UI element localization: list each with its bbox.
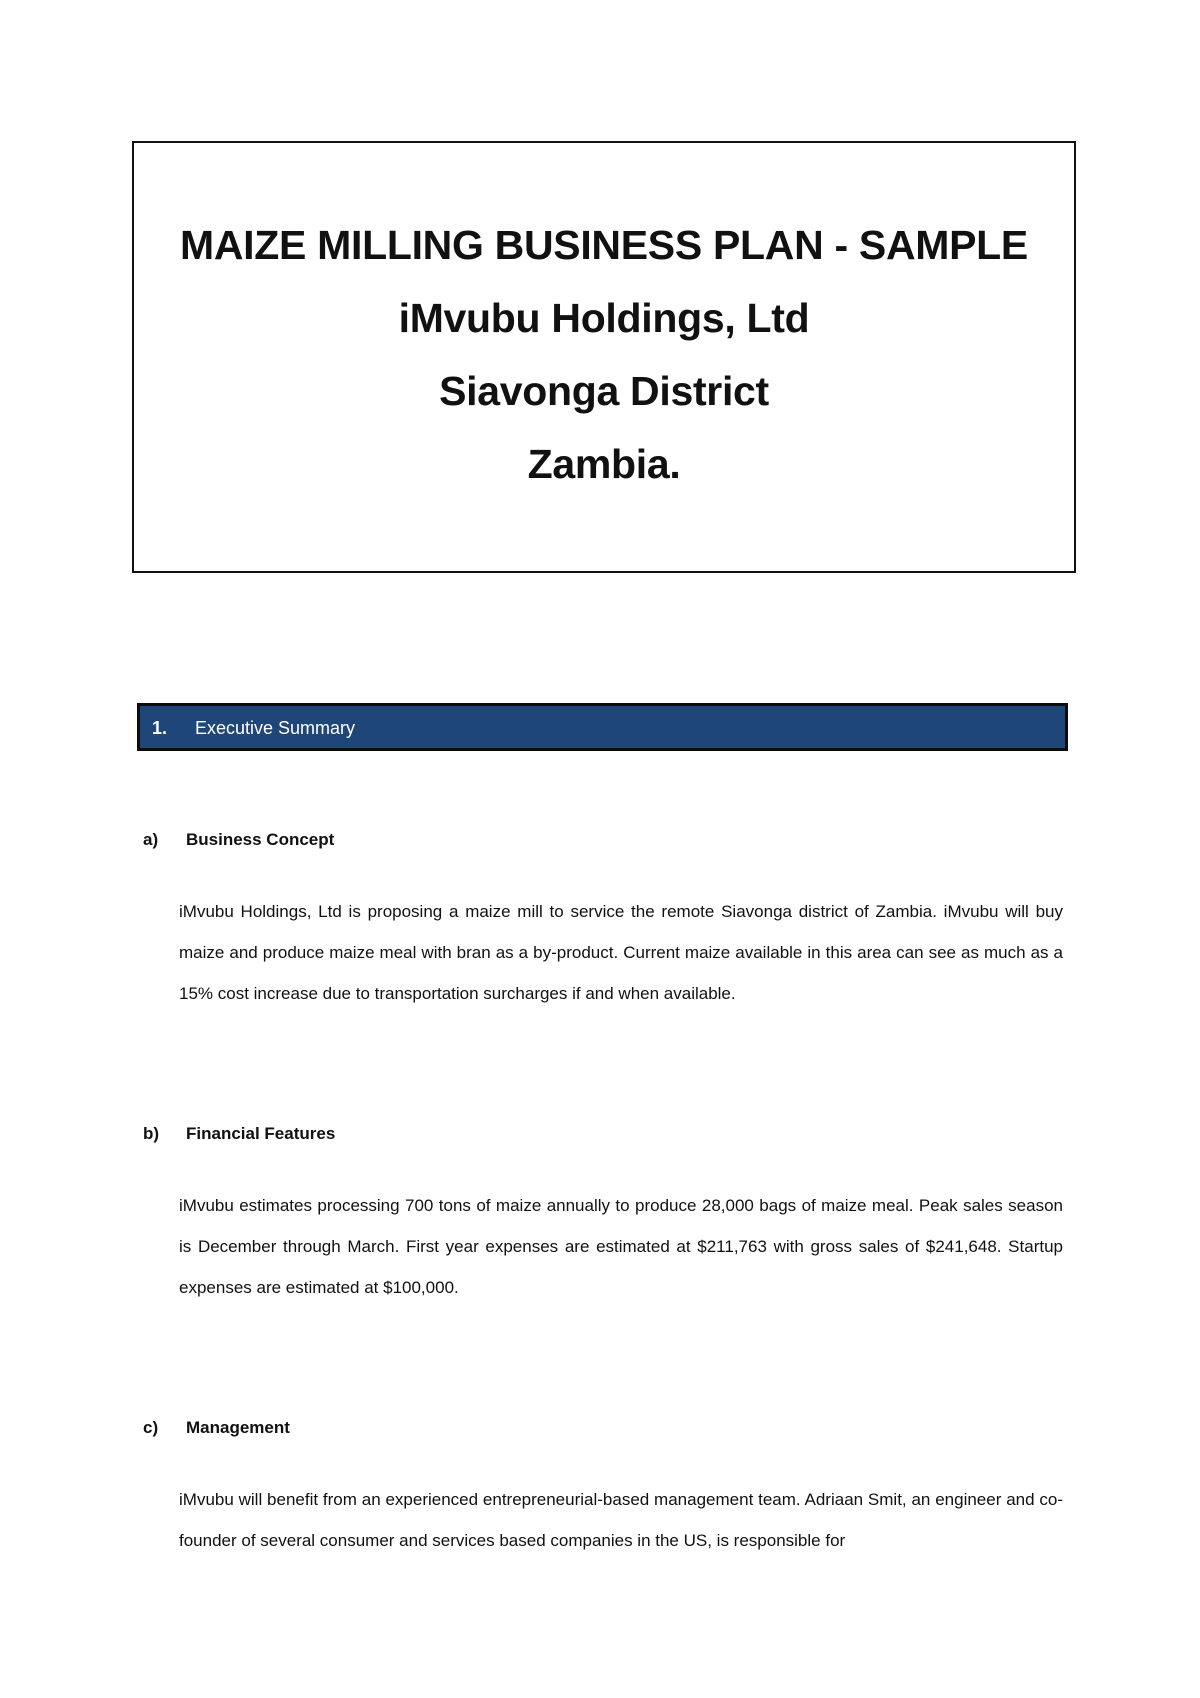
business-concept-paragraph: iMvubu Holdings, Ltd is proposing a maize mill to service the remote Siavonga district of Zambia. iMvubu will buy maize and produce maize meal with bran as a by-product. Current maize available in this area can see as much as a 15% cost increase due to transportation surcharges if and when available. [179,902,1063,1003]
section-header-executive-summary [137,703,1068,751]
financial-features-paragraph: iMvubu estimates processing 700 tons of maize annually to produce 28,000 bags of maize meal. Peak sales season is December through March. First year expenses are estimated at $211,763 with gross sales of $241,648. Startup expenses are estimated at $100,000. [179,1196,1063,1297]
title-block [132,141,1076,573]
subsection-letter: c) [143,1418,159,1437]
subsection-title: Business Concept [186,830,335,849]
management-paragraph: iMvubu will benefit from an experienced entrepreneurial-based management team. Adriaan Smit, an engineer and co-founder of several consumer and services based companies in the US, is responsible for [179,1490,1063,1550]
section-number: 1. [152,718,168,738]
subsection-letter: a) [143,830,159,849]
subsection-letter: b) [143,1124,160,1143]
document-title: MAIZE MILLING BUSINESS PLAN - SAMPLE [180,222,1028,268]
subsection-title: Financial Features [186,1124,336,1143]
country-name: Zambia. [527,441,681,487]
company-name: iMvubu Holdings, Ltd [398,295,810,341]
district-name: Siavonga District [439,368,769,414]
subsection-title: Management [186,1418,290,1437]
section-title: Executive Summary [195,718,356,738]
